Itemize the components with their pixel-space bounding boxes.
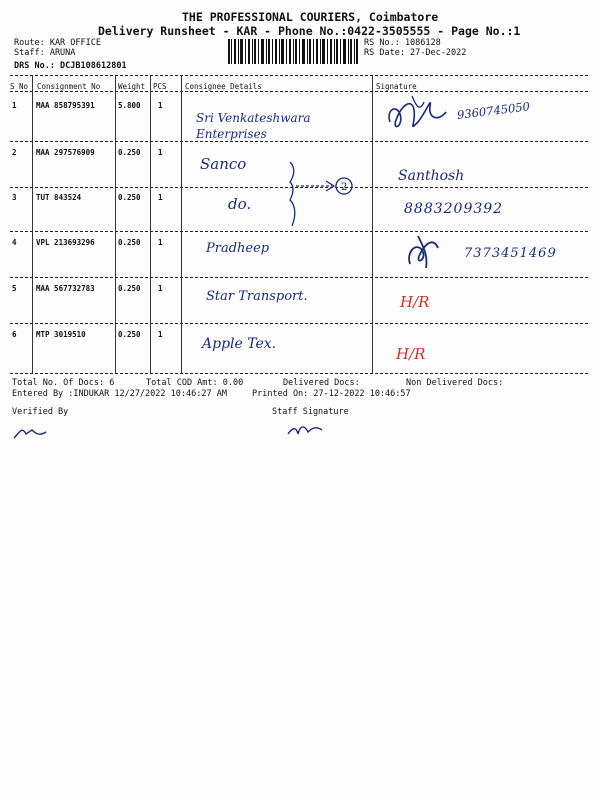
col-divider xyxy=(115,76,116,374)
row-divider xyxy=(10,323,588,324)
row-weight: 5.800 xyxy=(118,101,141,110)
rs-number: RS No.: 1086128 xyxy=(364,38,441,48)
row-signature-phone: 7373451469 xyxy=(464,246,557,261)
total-cod: Total COD Amt: 0.00 xyxy=(146,378,244,388)
row-consignee: Pradheep xyxy=(206,241,270,256)
col-header-weight: Weight xyxy=(118,82,146,91)
bracket-arrow-annotation xyxy=(280,160,360,230)
row-weight: 0.250 xyxy=(118,193,141,202)
row-sno: 3 xyxy=(12,193,17,202)
row-consignment: MTP 3019510 xyxy=(36,330,86,339)
row-pcs: 1 xyxy=(158,238,163,247)
row-consignee: Apple Tex. xyxy=(202,336,277,352)
row-consignee: Sri Venkateshwara Enterprises xyxy=(196,111,311,141)
table-header-rule xyxy=(10,91,588,92)
bracket-note: 2 xyxy=(341,182,348,193)
row-divider xyxy=(10,141,588,142)
row-divider xyxy=(10,231,588,232)
route-label: Route: KAR OFFICE xyxy=(14,38,101,48)
row-pcs: 1 xyxy=(158,148,163,157)
col-header-consignee: Consignee Details xyxy=(185,82,262,91)
row-consignee: do. xyxy=(228,195,252,213)
col-divider xyxy=(32,76,33,374)
row-consignment: MAA 858795391 xyxy=(36,101,95,110)
row-sno: 5 xyxy=(12,284,17,293)
printed-on: Printed On: 27-12-2022 10:46:57 xyxy=(252,389,411,399)
row-pcs: 1 xyxy=(158,101,163,110)
row-signature: Santhosh xyxy=(398,168,465,184)
col-header-signature: Signature xyxy=(376,82,417,91)
row-sno: 1 xyxy=(12,101,17,110)
verified-by-label: Verified By xyxy=(12,407,69,417)
drs-number: DRS No.: DCJB108612801 xyxy=(14,61,127,71)
runsheet-title: Delivery Runsheet - KAR - Phone No.:0422-3505555 - Page No.:1 xyxy=(98,24,521,38)
non-delivered-docs: Non Delivered Docs: xyxy=(406,378,504,388)
signature-scrawl xyxy=(382,92,462,138)
row-consignment: VPL 213693296 xyxy=(36,238,95,247)
row-consignment: MAA 297576909 xyxy=(36,148,95,157)
row-consignee: Star Transport. xyxy=(206,289,308,304)
row-pcs: 1 xyxy=(158,330,163,339)
row-signature-hr: H/R xyxy=(396,345,426,363)
row-pcs: 1 xyxy=(158,193,163,202)
row-weight: 0.250 xyxy=(118,330,141,339)
col-header-consignment: Consignment No xyxy=(37,82,101,91)
staff-label: Staff: ARUNA xyxy=(14,48,76,58)
total-docs: Total No. Of Docs: 6 xyxy=(12,378,115,388)
col-divider xyxy=(181,76,182,374)
entered-by: Entered By :INDUKAR 12/27/2022 10:46:27 AM xyxy=(12,389,227,399)
row-consignee: Sanco xyxy=(200,155,247,173)
staff-signature-scrawl xyxy=(286,420,326,440)
row-sno: 2 xyxy=(12,148,17,157)
barcode-image xyxy=(228,39,358,64)
verified-signature-scrawl xyxy=(12,422,52,442)
col-divider xyxy=(372,76,373,374)
row-weight: 0.250 xyxy=(118,238,141,247)
company-title: THE PROFESSIONAL COURIERS, Coimbatore xyxy=(182,10,439,24)
col-header-sno: S No xyxy=(10,82,29,91)
col-divider xyxy=(150,76,151,374)
col-header-pcs: PCS xyxy=(153,82,167,91)
rs-date: RS Date: 27-Dec-2022 xyxy=(364,48,467,58)
row-consignment: TUT 843524 xyxy=(36,193,82,202)
row-weight: 0.250 xyxy=(118,148,141,157)
row-weight: 0.250 xyxy=(118,284,141,293)
row-consignment: MAA 567732783 xyxy=(36,284,95,293)
table-top-rule xyxy=(10,75,588,76)
table-bottom-rule xyxy=(10,373,588,374)
row-sno: 4 xyxy=(12,238,17,247)
row-signature-phone: 8883209392 xyxy=(404,201,504,217)
row-signature-hr: H/R xyxy=(400,293,430,311)
row-pcs: 1 xyxy=(158,284,163,293)
row-divider xyxy=(10,277,588,278)
delivered-docs: Delivered Docs: xyxy=(283,378,360,388)
row-signature-phone: 9360745050 xyxy=(456,99,531,122)
signature-scrawl xyxy=(404,234,444,272)
staff-signature-label: Staff Signature xyxy=(272,407,349,417)
row-sno: 6 xyxy=(12,330,17,339)
